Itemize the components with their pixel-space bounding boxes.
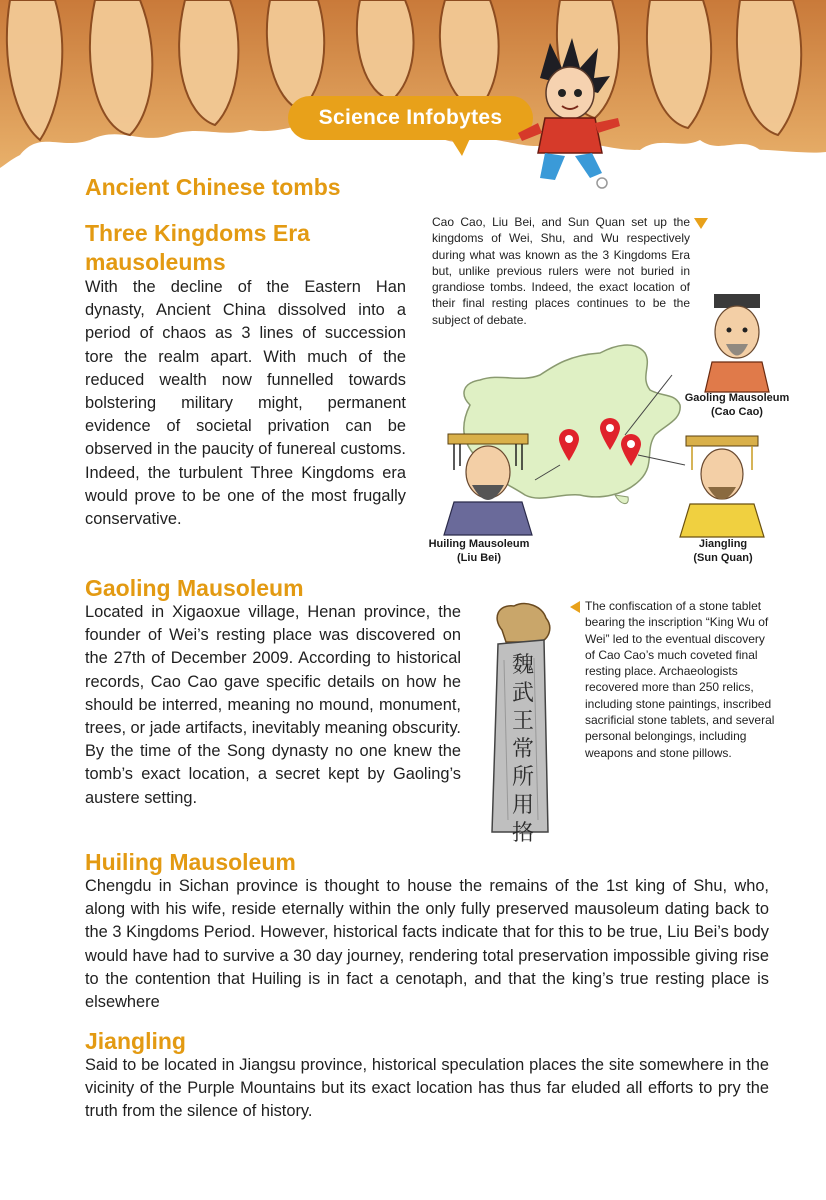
science-infobytes-banner: Science Infobytes [288, 96, 533, 140]
huiling-map-label [424, 537, 534, 565]
map-caption: Cao Cao, Liu Bei, and Sun Quan set up the kingdoms of Wei, Shu, and Wu respectively during what was known as the 3 Kingdoms Era but, unlike previous rulers were not buried in grandiose tombs. Indeed, the exact location of their final resting places continues to be the subject of debate. [432, 215, 690, 327]
cao-cao-portrait-illustration [700, 292, 774, 392]
three-kingdoms-heading-line1: Three Kingdoms Era [85, 220, 310, 246]
jiangling-map-label-person: (Sun Quan) [693, 552, 753, 564]
tablet-inscription: 魏武王常所用挌 [511, 653, 534, 846]
three-kingdoms-heading [85, 219, 310, 277]
caption-pointer-left-icon [570, 601, 580, 613]
gaoling-body: Located in Xigaoxue village, Henan province, the founder of Wei’s resting place was discovered on the 27th of December 2009. According to historical records, Cao Cao gave specific details on how he should be interred, meaning no mound, monument, trees, or jade artifacts, inevitably meaning obscurity. By the time of the Song dynasty no one knew the tomb’s exact location, a secret kept by Gaoling’s austere setting. [85, 603, 461, 807]
huiling-body: Chengdu in Sichan province is thought to house the remains of the 1st king of Shu, who, along with his wife, reside eternally within the only fully preserved mausoleum dating back to the 3 Kingdoms Period. However, historical facts indicate that for this to be true, Liu Bei’s body would have had to survive a 30 day journey, rendering total preservation impossible giving rise to the contention that Huiling is in fact a cenotaph, and that the king’s true resting place is elsewhere [85, 877, 769, 1012]
gaoling-map-label-name: Gaoling Mausoleum [684, 392, 790, 404]
tablet-caption: The confiscation of a stone tablet bearing the inscription “King Wu of Wei” led to the eventual discovery of Cao Cao’s much coveted final resting place. Archaeologists recovered more than 250 relics, including stone paintings, inscribed sacrificial stone tablets, and several personal belongings, including weapons and stone pillows. [585, 599, 775, 760]
jiangling-map-label-name: Jiangling [698, 538, 748, 550]
page-title: Ancient Chinese tombs [85, 174, 341, 200]
jiangling-heading: Jiangling [85, 1028, 186, 1054]
jiangling-map-label [668, 537, 778, 565]
gaoling-heading: Gaoling Mausoleum [85, 575, 304, 601]
liu-bei-portrait-illustration [440, 430, 536, 535]
gaoling-map-label [672, 391, 802, 419]
huiling-heading: Huiling Mausoleum [85, 849, 296, 875]
banner-speech-tail [448, 134, 472, 156]
three-kingdoms-heading-line2: mausoleums [85, 249, 226, 275]
jiangling-body: Said to be located in Jiangsu province, historical speculation places the site somewhere in the vicinity of the Purple Mountains but its exact location has thus far eluded all efforts to pry the truth from the silence of history. [85, 1056, 769, 1121]
caption-pointer-down-icon [694, 218, 708, 229]
huiling-map-label-person: (Liu Bei) [457, 552, 501, 564]
mascot-character-illustration [510, 38, 630, 188]
three-kingdoms-body: With the decline of the Eastern Han dynasty, Ancient China dissolved into a period of chaos as 3 lines of succession tore the realm apart. With much of the reduced wealth now funnelled towards bolstering military might, permanent evidence of societal privation can be observed in the paucity of funereal customs. Indeed, the turbulent Three Kingdoms era would prove to be one of the most frugally conservative. [85, 278, 406, 529]
huiling-map-label-name: Huiling Mausoleum [428, 538, 530, 550]
sun-quan-portrait-illustration [676, 432, 768, 537]
gaoling-map-label-person: (Cao Cao) [711, 406, 763, 418]
